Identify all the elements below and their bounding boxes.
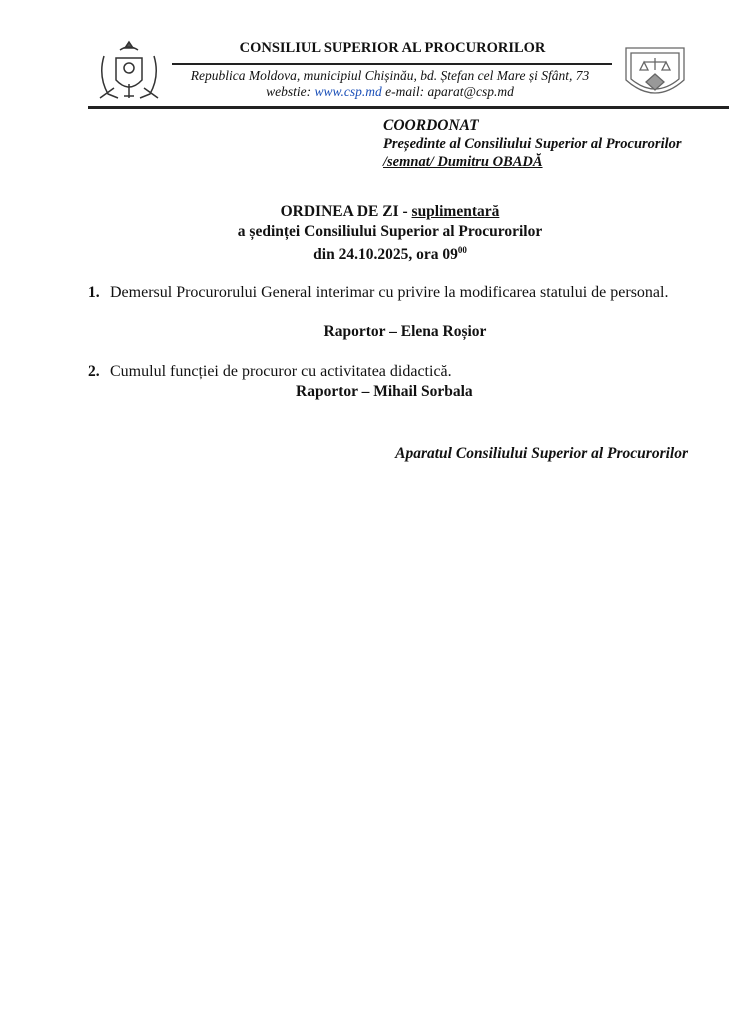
item-number: 1. — [88, 284, 100, 301]
agenda-title — [80, 202, 700, 221]
date-text: din 24.10.2025, ora 09 — [313, 246, 458, 264]
csp-emblem-icon — [622, 44, 688, 104]
email-label: e-mail: — [385, 84, 425, 99]
website-label: webstie: — [266, 84, 312, 99]
item-reporter: Raportor – Elena Roșior — [323, 323, 487, 340]
agenda-date — [80, 241, 700, 264]
approval-role: Președinte al Consiliului Superior al Procurorilor — [383, 136, 682, 152]
website-link[interactable]: www.csp.md — [314, 84, 382, 99]
title-main: ORDINEA DE ZI - — [280, 203, 412, 220]
time-minutes: 00 — [457, 245, 467, 255]
coat-of-arms-icon — [96, 38, 162, 106]
agenda-subtitle: a ședinței Consiliului Superior al Procurorilor — [237, 223, 543, 240]
footer-signature: Aparatul Consiliului Superior al Procurorilor — [395, 445, 688, 462]
header-bottom-rule — [88, 106, 729, 109]
item-reporter: Raportor – Mihail Sorbala — [296, 383, 473, 400]
contacts — [160, 84, 620, 100]
header-rule — [172, 63, 612, 65]
email: aparat@csp.md — [427, 84, 514, 99]
approval-status: COORDONAT — [383, 117, 479, 134]
item-text: Demersul Procurorului General interimar cu privire la modificarea statului de personal. — [110, 284, 669, 301]
address: Republica Moldova, municipiul Chișinău, bd. Ștefan cel Mare și Sfânt, 73 — [190, 68, 590, 83]
institution-name: CONSILIUL SUPERIOR AL PROCURORILOR — [239, 40, 546, 56]
item-number: 2. — [88, 363, 100, 380]
item-text: Cumulul funcției de procuror cu activitatea didactică. — [110, 363, 452, 380]
title-underlined: suplimentară — [411, 203, 500, 220]
approval-signature: /semnat/ Dumitru OBADĂ — [383, 154, 543, 170]
